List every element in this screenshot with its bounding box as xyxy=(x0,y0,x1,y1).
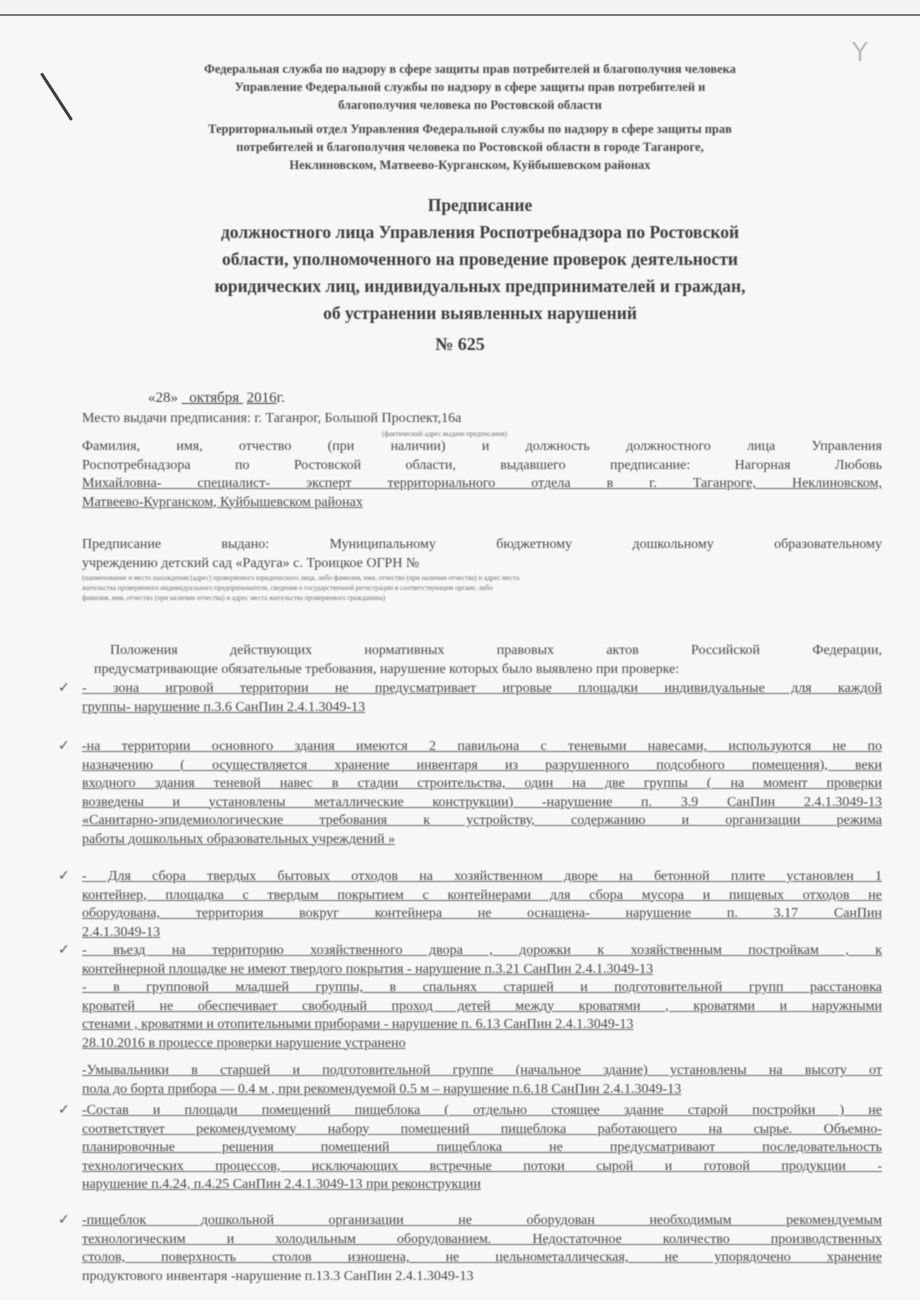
intro-line: предусматривающие обязательные требования, нарушение которых было выявлено при проверке: xyxy=(94,661,680,677)
violation-line: -пищеблок дошкольной организации не оборудован необходимым рекомендуемым xyxy=(82,1213,882,1228)
issued-to xyxy=(82,536,882,603)
violation-line: соответствует рекомендуемому набору помещений пищеблока работающего на сырье. Объемно- xyxy=(82,1121,882,1137)
date-day: «28» xyxy=(148,390,178,406)
violation-line: назначению ( осуществляется хранение инвентаря из разрушенного подсобного помещения), веки xyxy=(82,757,882,773)
violation-line: контейнерной площадке не имеют твердого покрытия - нарушение п.3.21 СанПин 2.4.1.3049-13 xyxy=(82,961,654,977)
title-line: области, уполномоченного на проведение проверок деятельности xyxy=(221,249,739,269)
header-line: благополучия человека по Ростовской области xyxy=(338,98,602,112)
issued-to-line: учреждению детский сад «Радуга» с. Троицкое ОГРН № xyxy=(82,555,420,571)
issued-to-caption: жительства проверяемого индивидуального предпринимателя, сведения о государственной регистрации в соответствующем органе, либо xyxy=(82,584,493,592)
scanned-page xyxy=(0,14,920,1298)
agency-header xyxy=(120,60,820,174)
issue-date xyxy=(148,390,285,407)
official-line: Михайловна- специалист- эксперт территориального отдела в г. Таганроге, Неклиновском, xyxy=(82,476,882,491)
violation-line: продуктового инвентаря -нарушение п.13.3 СанПин 2.4.1.3049-13 xyxy=(82,1268,474,1284)
violation-line: столов, поверхность столов изношена, не цельнометаллическая, не упорядочено хранение xyxy=(82,1250,882,1265)
violation-item xyxy=(82,1102,882,1195)
violation-line: пола до борта прибора — 0.4 м , при рекомендуемой 0.5 м – нарушение п.6.18 СанПин 2.4.1.3049-13 xyxy=(82,1081,682,1097)
check-mark-icon: ✓ xyxy=(58,942,70,958)
violation-status: 28.10.2016 в процессе проверки нарушение устранено xyxy=(82,1035,406,1051)
document-title xyxy=(140,192,820,327)
check-mark-icon: ✓ xyxy=(58,680,70,696)
violation-line: -Состав и площади помещений пищеблока ( отдельно стоящее здание старой постройки ) не xyxy=(82,1103,882,1118)
violation-line: -Умывальники в старшей и подготовительной группе (начальное здание) установлены на высоту от xyxy=(82,1063,882,1078)
violation-line: кроватей не обеспечивает свободный проход детей между кроватями , кроватями и наружными xyxy=(82,998,882,1014)
place-caption: (фактический адрес выдачи предписания) xyxy=(382,429,508,438)
title-line: Предписание xyxy=(427,195,533,215)
violation-line: стенами , кроватями и отопительными приборами - нарушение п. 6.13 СанПин 2.4.1.3049-13 xyxy=(82,1017,634,1032)
header-line: Федеральная служба по надзору в сфере защиты прав потребителей и благополучия человека xyxy=(204,62,736,76)
violation-line: возведены и установлены металлические конструкции) -нарушение п. 3.9 СанПин 2.4.1.3049-13 xyxy=(82,794,882,810)
official-line: Роспотребнадзора по Ростовской области, выдавшего предписание: Нагорная Любовь xyxy=(82,457,882,473)
header-line: Территориальный отдел Управления Федеральной службы по надзору в сфере защиты прав xyxy=(208,122,732,136)
violation-item xyxy=(82,680,882,717)
place-of-issue xyxy=(82,410,882,439)
date-month: октября xyxy=(189,390,240,406)
official-line: Матвеево-Курганском, Куйбышевском районах xyxy=(82,494,363,510)
violation-item xyxy=(82,738,882,849)
header-line: Управление Федеральной службы по надзору в сфере защиты прав потребителей и xyxy=(234,80,706,94)
violation-line: -на территории основного здания имеются 2 павильона с теневыми навесами, используются не по xyxy=(82,739,882,754)
header-line: Неклиновском, Матвеево-Курганском, Куйбышевском районах xyxy=(289,158,651,172)
violation-line: - Для сбора твердых бытовых отходов на хозяйственном дворе на бетонной плите установлен 1 xyxy=(82,869,882,884)
place-value: г. Таганрог, Большой Проспект,16а xyxy=(254,411,462,426)
violation-line: - зона игровой территории не предусматривает игровые площадки индивидуальные для каждой xyxy=(82,681,882,696)
check-mark-icon: ✓ xyxy=(58,1102,70,1118)
violation-item xyxy=(82,942,882,1053)
title-line: об устранении выявленных нарушений xyxy=(323,303,637,323)
check-mark-icon: ✓ xyxy=(58,1212,70,1228)
violation-line: - в групповой младшей группы, в спальнях старшей и подготовительной групп расстановка xyxy=(82,980,882,995)
title-line: юридических лиц, индивидуальных предпринимателей и граждан, xyxy=(214,276,746,296)
violation-item xyxy=(82,868,882,942)
violation-line: планировочные решения помещений пищеблока не предусматривают последовательность xyxy=(82,1140,882,1155)
violation-line: нарушение п.4.24, п.4.25 СанПин 2.4.1.3049-13 при реконструкции xyxy=(82,1177,481,1192)
header-line: потребителей и благополучия человека по Ростовской области в городе Таганроге, xyxy=(236,140,704,154)
intro-paragraph xyxy=(82,642,882,679)
violation-line: 2.4.1.3049-13 xyxy=(82,924,161,940)
violation-line: «Санитарно-эпидемиологические требования к устройству, содержанию и организации режима xyxy=(82,813,882,828)
violation-line: - въезд на территорию хозяйственного двора , дорожки к хозяйственным постройкам , к xyxy=(82,943,882,958)
check-mark-icon: ✓ xyxy=(58,868,70,884)
document-number: № 625 xyxy=(435,334,485,354)
check-mark-icon: ✓ xyxy=(58,738,70,754)
violation-line: контейнер, площадка с твердым покрытием с контейнерами для сбора мусора и пищевых отходов не xyxy=(82,887,882,903)
date-year: 2016 xyxy=(246,390,277,406)
violation-line: входного здания теневой навес в стадии строительства, один на две группы ( на момент проверки xyxy=(82,776,882,791)
corner-pen-mark: Y xyxy=(852,38,868,68)
official-line: Фамилия, имя, отчество (при наличии) и должность должностного лица Управления xyxy=(82,439,882,454)
violation-line: оборудована, территория вокруг контейнера не оснащена- нарушение п. 3.17 СанПин xyxy=(82,906,882,921)
date-suffix: г. xyxy=(276,390,285,406)
violation-item xyxy=(82,1062,882,1099)
violation-item xyxy=(82,1212,882,1286)
title-line: должностного лица Управления Роспотребнадзора по Ростовской xyxy=(220,222,740,242)
issued-to-line: Предписание выдано: Муниципальному бюджетному дошкольному образовательному xyxy=(82,537,882,552)
issuing-official xyxy=(82,438,882,512)
issued-to-caption: фамилия, имя, отчество (при наличии отчества) и адрес места жительства проверяемого гражданина) xyxy=(82,594,386,602)
violation-line: группы- нарушение п.3.6 СанПин 2.4.1.3049-13 xyxy=(82,699,366,715)
pen-slash-mark xyxy=(40,72,73,121)
issued-to-caption: (наименование и место нахождения (адрес) проверяемого юридического лица, либо фамилия, имя, отчество (при наличии отчества) и адрес места xyxy=(82,574,520,582)
violation-line: технологических процессов, исключающих встречные потоки сырой и готовой продукции - xyxy=(82,1158,882,1174)
violation-line: работы дошкольных образовательных учреждений » xyxy=(82,831,396,847)
intro-line: Положения действующих нормативных правовых актов Российской Федерации, xyxy=(110,643,882,658)
violation-line: технологическим и холодильным оборудованием. Недостаточное количество производственных xyxy=(82,1231,882,1247)
place-label: Место выдачи предписания: xyxy=(82,411,251,426)
